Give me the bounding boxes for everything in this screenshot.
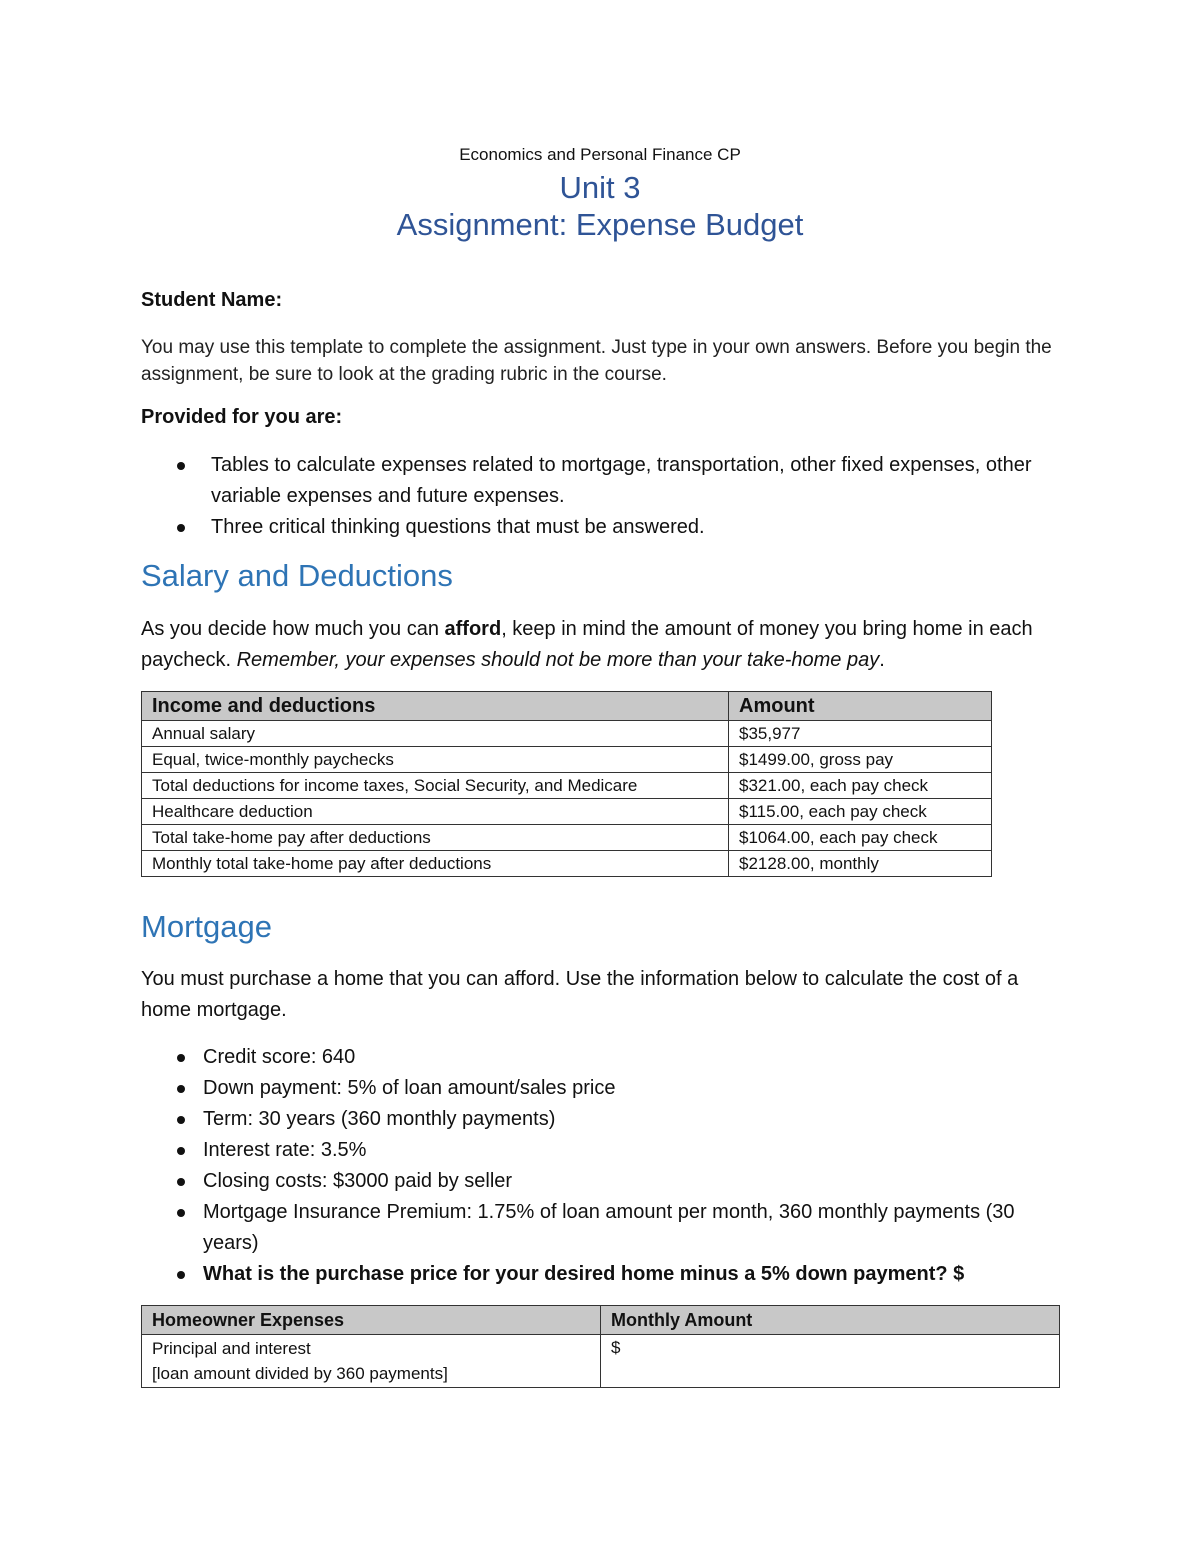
unit-title: Unit 3 [559, 170, 641, 205]
list-item: Closing costs: $3000 paid by seller [141, 1166, 1056, 1197]
salary-text: As you decide how much you can afford, keep in mind the amount of money you bring home in each paycheck. Remember, your expenses should not be more than your take-home pay. [141, 618, 1033, 671]
provided-label: Provided for you are: [141, 406, 343, 428]
mortgage-intro: You must purchase a home that you can afford. Use the information below to calculate the cost of a home mortgage. [141, 968, 1019, 1021]
table-row: Principal and interest [loan amount divided by 360 payments] $ [142, 1335, 1060, 1388]
list-item: Tables to calculate expenses related to mortgage, transportation, other fixed expenses, other variable expenses and future expenses. [141, 450, 1056, 512]
table-row: Equal, twice-monthly paychecks $1499.00, gross pay [142, 747, 992, 773]
student-name-label: Student Name: [141, 289, 283, 311]
assignment-title: Assignment: Expense Budget [396, 207, 804, 242]
column-header: Monthly Amount [601, 1306, 1060, 1335]
list-item: What is the purchase price for your desired home minus a 5% down payment? $ [141, 1259, 1056, 1290]
list-item: Down payment: 5% of loan amount/sales price [141, 1073, 1056, 1104]
homeowner-expenses-table [141, 1305, 1060, 1388]
list-item: Three critical thinking questions that must be answered. [141, 512, 1056, 543]
mortgage-list [141, 1042, 1056, 1290]
intro-text: You may use this template to complete the assignment. Just type in your own answers. Before you begin the assignment, be sure to look at the grading rubric in the course. [141, 337, 1052, 385]
list-item: Term: 30 years (360 monthly payments) [141, 1104, 1056, 1135]
list-item: Credit score: 640 [141, 1042, 1056, 1073]
income-table [141, 691, 992, 877]
table-row: Healthcare deduction $115.00, each pay check [142, 799, 992, 825]
list-item: Mortgage Insurance Premium: 1.75% of loan amount per month, 360 monthly payments (30 years) [141, 1197, 1056, 1259]
list-item: Interest rate: 3.5% [141, 1135, 1056, 1166]
section-heading-salary: Salary and Deductions [141, 558, 453, 593]
column-header: Homeowner Expenses [142, 1306, 601, 1335]
column-header: Amount [729, 692, 992, 721]
table-row: Total deductions for income taxes, Social Security, and Medicare $321.00, each pay check [142, 773, 992, 799]
column-header: Income and deductions [142, 692, 729, 721]
table-row: Total take-home pay after deductions $1064.00, each pay check [142, 825, 992, 851]
section-heading-mortgage: Mortgage [141, 909, 272, 944]
provided-list [141, 450, 1056, 543]
monthly-amount-cell[interactable]: $ [601, 1335, 1060, 1388]
table-row: Monthly total take-home pay after deductions $2128.00, monthly [142, 851, 992, 877]
table-row: Annual salary $35,977 [142, 721, 992, 747]
course-name: Economics and Personal Finance CP [459, 145, 741, 164]
